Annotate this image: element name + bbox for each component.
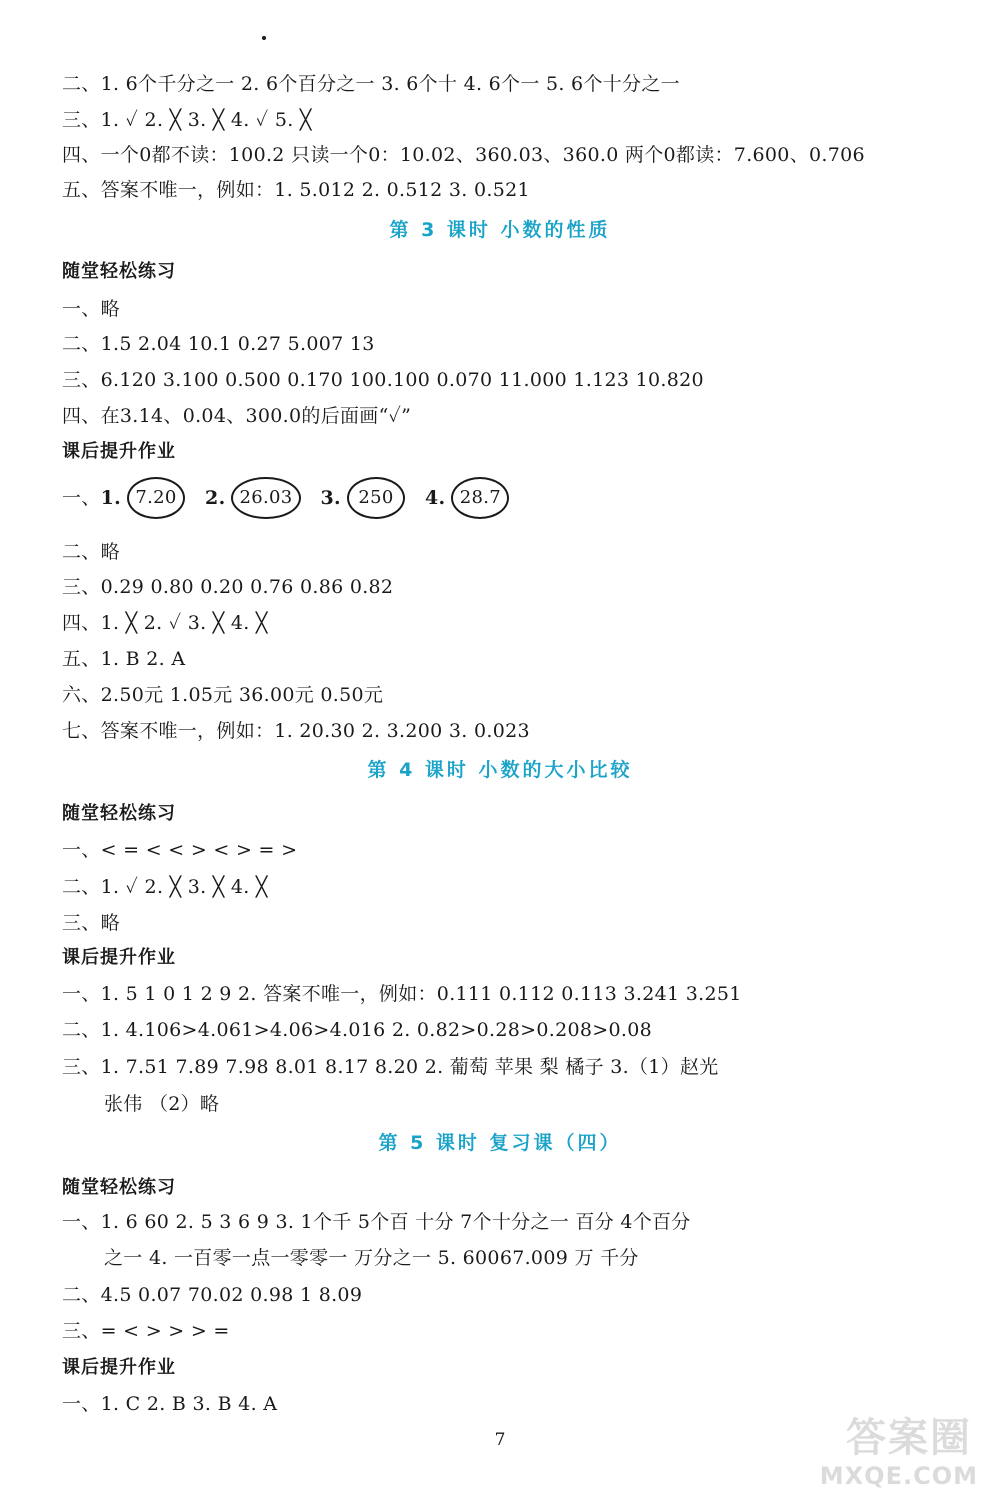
ink-dot [262,36,266,40]
answer-line: 二、1. 4.106>4.061>4.06>4.016 2. 0.82>0.28>0.208>0.08 [62,1019,652,1041]
answer-line: 三、1. ✓ 2. ╳ 3. ╳ 4. ✓ 5. ╳ [62,109,312,131]
answer-line: 五、答案不唯一，例如：1. 5.012 2. 0.512 3. 0.521 [62,179,530,201]
circled-answer [101,477,185,519]
question-number: 一、 [62,487,101,509]
item-number: 1. [100,487,122,509]
circled-value: 7.20 [127,477,185,519]
answer-line: 一、1. C 2. B 3. B 4. A [62,1393,278,1415]
circled-value: 250 [347,477,405,519]
section-heading: 课后提升作业 [62,441,176,462]
answer-line: 一、1. 5 1 0 1 2 9 2. 答案不唯一，例如：0.111 0.112 0.113 3.241 3.251 [62,983,742,1005]
circled-answers-line [62,477,529,519]
answer-line: 七、答案不唯一，例如：1. 20.30 2. 3.200 3. 0.023 [62,720,530,742]
circled-value: 28.7 [451,477,509,519]
answer-line: 三、0.29 0.80 0.20 0.76 0.86 0.82 [62,576,394,598]
answer-line: 二、4.5 0.07 70.02 0.98 1 8.09 [62,1284,363,1306]
answer-line: 一、1. 6 60 2. 5 3 6 9 3. 1个千 5个百 十分 7个十分之一 百分 4个百分 [62,1211,691,1233]
page-number: 7 [494,1430,506,1450]
section-heading: 课后提升作业 [62,1357,176,1378]
circled-answer [205,477,300,519]
answer-line: 四、在3.14、0.04、300.0的后面画“✓” [62,405,412,427]
answer-line: 一、略 [62,298,120,320]
circled-answer [425,477,509,519]
answer-line: 二、1.5 2.04 10.1 0.27 5.007 13 [62,333,375,355]
section-heading: 随堂轻松练习 [62,803,176,824]
circled-value: 26.03 [231,477,300,519]
answer-line-continuation: 张伟 （2）略 [104,1093,220,1115]
watermark [818,1406,978,1490]
answer-line: 三、= < > > > = [62,1320,230,1342]
section-heading: 课后提升作业 [62,947,176,968]
answer-line: 四、1. ╳ 2. ✓ 3. ╳ 4. ╳ [62,612,268,634]
answer-line: 五、1. B 2. A [62,648,186,670]
item-number: 4. [424,487,446,509]
lesson-3-title: 第 3 课时 小数的性质 [389,219,611,241]
answer-line: 三、略 [62,912,120,934]
watermark-url: MXQE.COM [819,1462,978,1490]
answer-line-continuation: 之一 4. 一百零一点一零零一 万分之一 5. 60067.009 万 千分 [104,1247,639,1269]
lesson-5-title: 第 5 课时 复习课（四） [378,1132,622,1154]
answer-line: 二、略 [62,541,120,563]
section-heading: 随堂轻松练习 [62,261,176,282]
circled-answer [321,477,405,519]
answer-line: 三、1. 7.51 7.89 7.98 8.01 8.17 8.20 2. 葡萄 苹果 梨 橘子 3.（1）赵光 [62,1056,719,1078]
section-heading: 随堂轻松练习 [62,1177,176,1198]
item-number: 3. [320,487,341,509]
answer-line: 六、2.50元 1.05元 36.00元 0.50元 [62,684,384,706]
answer-line: 二、1. 6个千分之一 2. 6个百分之一 3. 6个十 4. 6个一 5. 6个十分之一 [62,73,680,95]
answer-line: 一、< = < < > < > = > [62,839,298,861]
answer-line: 三、6.120 3.100 0.500 0.170 100.100 0.070 11.000 1.123 10.820 [62,369,704,391]
watermark-logo: 答案圈 [846,1415,972,1461]
item-number: 2. [205,487,226,509]
answer-line: 四、一个0都不读：100.2 只读一个0：10.02、360.03、360.0 两个0都读：7.600、0.706 [62,144,865,166]
answer-line: 二、1. ✓ 2. ╳ 3. ╳ 4. ╳ [62,876,268,898]
lesson-4-title: 第 4 课时 小数的大小比较 [367,759,633,781]
